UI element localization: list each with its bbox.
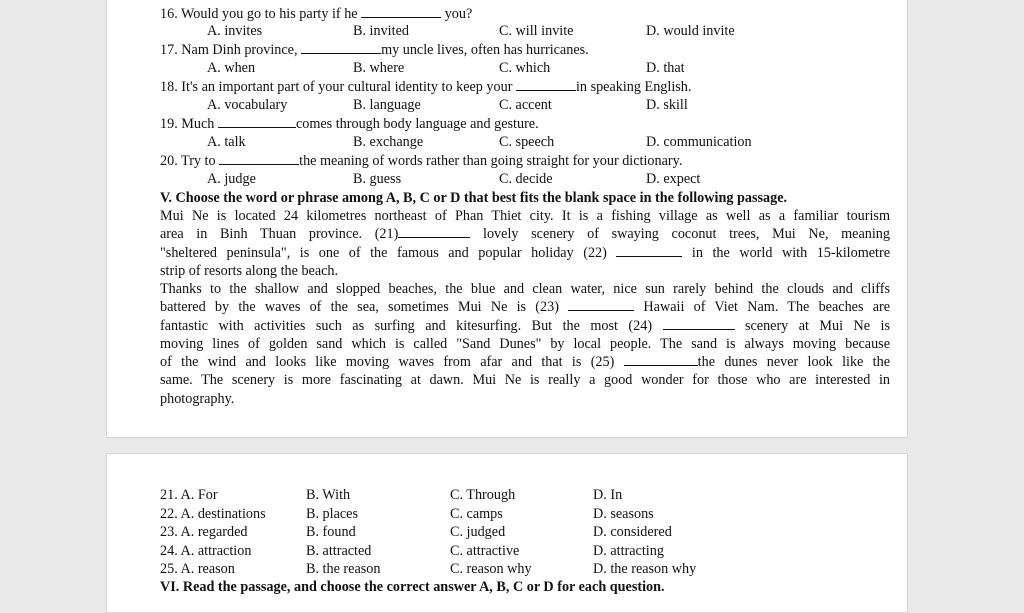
blank-25 xyxy=(624,353,698,366)
option-d: D. skill xyxy=(646,97,688,113)
question-17: 17. Nam Dinh province, my uncle lives, often has hurricanes. xyxy=(160,42,589,58)
answer-blank xyxy=(218,115,296,128)
answer-blank xyxy=(219,152,299,165)
question-18: 18. It's an important part of your cultural identity to keep your in speaking English. xyxy=(160,79,692,95)
option-c: C. will invite xyxy=(499,23,574,39)
passage-paragraph-1: Mui Ne is located 24 kilometres northeast of Phan Thiet city. It is a fishing village as well as a familiar tourism area in Binh Thuan province. (21) lovely scenery of swaying coconut trees, Mui Ne, meaning "sheltered peninsula", is one of the famous and popular holiday (22) in the world with 15-kilometre strip of resorts along the beach. xyxy=(160,208,890,279)
answer-blank xyxy=(516,78,576,91)
blank-21 xyxy=(398,225,470,238)
option-c: C. decide xyxy=(499,171,553,187)
option-a: A. when xyxy=(207,60,256,76)
option-d: D. that xyxy=(646,60,685,76)
option-c: C. which xyxy=(499,60,551,76)
answer-blank xyxy=(301,41,381,54)
worksheet-page-bottom: 21. A. For B. With C. Through D. In 22. A. destinations B. places C. camps D. seasons 23. A. regarded B. found C. judged D. considered 24. A. attraction B. attracted C. attractive D. attracting 25. A. reason B. the reason C. reason why D. the reason why VI. Read the passage, and choose the correct answer A, B, C or D for each question. xyxy=(106,453,908,613)
option-d: D. would invite xyxy=(646,23,735,39)
option-c: C. accent xyxy=(499,97,552,113)
option-c: C. speech xyxy=(499,134,555,150)
section-5-heading: V. Choose the word or phrase among A, B, C or D that best fits the blank space in the following passage. xyxy=(160,190,788,206)
option-a: A. invites xyxy=(207,23,263,39)
option-a: A. talk xyxy=(207,134,246,150)
option-b: B. guess xyxy=(353,171,402,187)
question-19: 19. Much comes through body language and gesture. xyxy=(160,116,539,132)
answer-blank xyxy=(361,5,441,18)
blank-24 xyxy=(663,317,735,330)
option-a: A. judge xyxy=(207,171,256,187)
section-6-heading: VI. Read the passage, and choose the correct answer A, B, C or D for each question. xyxy=(160,579,665,595)
blank-22 xyxy=(616,244,682,257)
option-d: D. communication xyxy=(646,134,752,150)
option-b: B. language xyxy=(353,97,421,113)
option-b: B. where xyxy=(353,60,405,76)
worksheet-page-top xyxy=(106,0,908,438)
option-d: D. expect xyxy=(646,171,701,187)
question-16: 16. Would you go to his party if he you? xyxy=(160,6,473,22)
option-b: B. exchange xyxy=(353,134,424,150)
blank-23 xyxy=(568,298,634,311)
option-a: A. vocabulary xyxy=(207,97,288,113)
question-20: 20. Try to the meaning of words rather than going straight for your dictionary. xyxy=(160,153,683,169)
passage-paragraph-2: Thanks to the shallow and slopped beaches, the blue and clean water, nice sun rarely behind the clouds and cliffs battered by the waves of the sea, sometimes Mui Ne is (23) Hawaii of Viet Nam. The beaches are fantastic with activities such as surfing and kitesurfing. But the most (24) scenery at Mui Ne is moving lines of golden sand which is called "Sand Dunes" by local people. The sand is always moving because of the wind and looks like moving waves from afar and that is (25) the dunes never look like the same. The scenery is more fascinating at dawn. Mui Ne is really a good wonder for those who are interested in photography. xyxy=(160,281,891,407)
option-b: B. invited xyxy=(353,23,409,39)
